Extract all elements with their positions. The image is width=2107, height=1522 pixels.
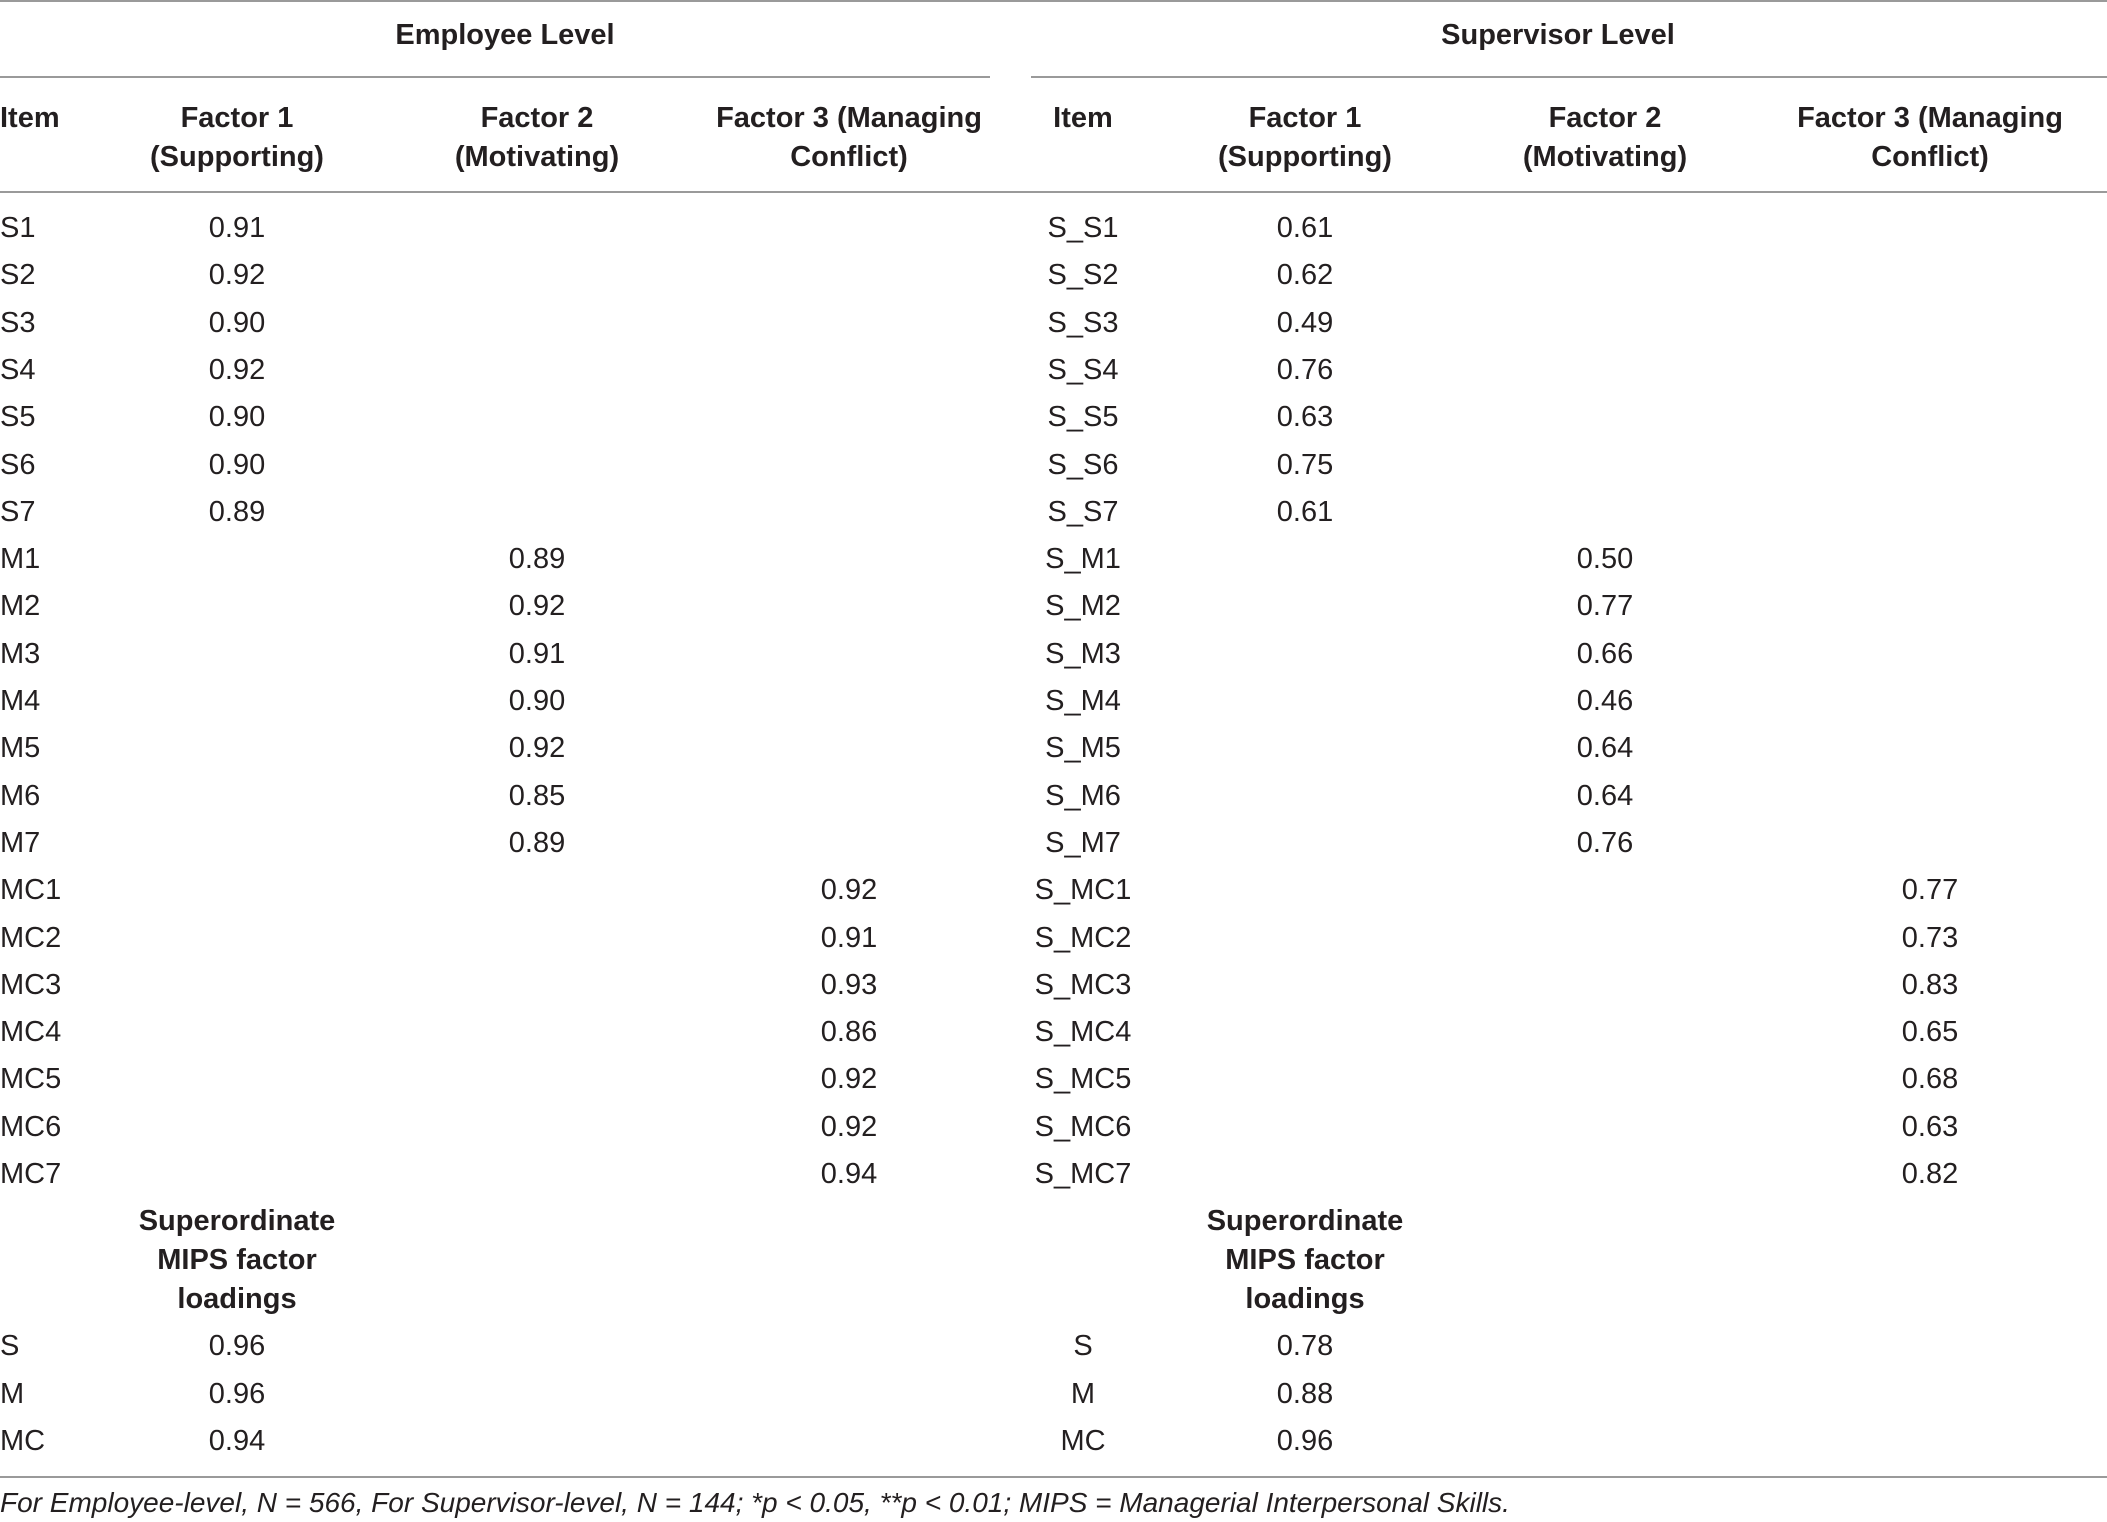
employee-row-f2-loading: 0.85 [508, 779, 566, 812]
supervisor-row-f3-loading: 0.83 [1901, 968, 1959, 1001]
supervisor-row-f3-loading: 0.63 [1901, 1110, 1959, 1143]
header-rule [0, 191, 2107, 193]
supervisor-row-f1-loading: 0.62 [1276, 259, 1334, 292]
supervisor-row-item: S_S2 [1047, 259, 1119, 292]
employee-row-f2-loading: 0.92 [508, 732, 566, 765]
employee-header-factor-2: (Motivating) [454, 141, 620, 173]
employee-superordinate-loading: 0.96 [208, 1377, 266, 1410]
supervisor-row-f2-loading: 0.77 [1576, 590, 1634, 623]
supervisor-header-factor-2: Factor 2 [1548, 102, 1662, 134]
bottom-rule [0, 1476, 2107, 1478]
supervisor-row-item: S_M5 [1045, 732, 1121, 765]
employee-row-f1-loading: 0.92 [208, 353, 266, 386]
employee-header-factor-2: Factor 2 [480, 102, 594, 134]
employee-row-f1-loading: 0.90 [208, 401, 266, 434]
employee-row-f1-loading: 0.89 [208, 495, 266, 528]
supervisor-row-f3-loading: 0.65 [1901, 1016, 1959, 1049]
supervisor-superordinate-item: S [1073, 1330, 1093, 1363]
supervisor-superordinate-heading: Superordinate [1206, 1205, 1404, 1238]
employee-row-f2-loading: 0.92 [508, 590, 566, 623]
employee-superordinate-heading: loadings [177, 1283, 297, 1316]
employee-row-f2-loading: 0.90 [508, 685, 566, 717]
employee-row-item: MC4 [0, 1016, 62, 1049]
employee-row-f3-loading: 0.92 [820, 1063, 878, 1096]
supervisor-row-item: S_M3 [1045, 637, 1121, 670]
employee-header-factor-1: (Supporting) [150, 141, 324, 173]
supervisor-row-f2-loading: 0.76 [1576, 826, 1634, 859]
supervisor-superordinate-item: M [1070, 1377, 1096, 1410]
employee-header-factor-3: Factor 3 (Managing [716, 102, 982, 134]
supervisor-row-f2-loading: 0.46 [1576, 685, 1634, 717]
employee-row-item: M3 [0, 637, 41, 670]
employee-row-f3-loading: 0.86 [820, 1016, 878, 1049]
supervisor-level-title: Supervisor Level [1441, 19, 1675, 51]
employee-row-item: M7 [0, 826, 41, 859]
employee-row-item: MC2 [0, 921, 62, 954]
supervisor-row-f3-loading: 0.68 [1901, 1063, 1959, 1096]
employee-row-f2-loading: 0.89 [508, 543, 566, 576]
employee-row-f3-loading: 0.91 [820, 921, 878, 954]
supervisor-row-item: S_M4 [1045, 685, 1121, 717]
supervisor-row-f2-loading: 0.50 [1576, 543, 1634, 576]
employee-row-f2-loading: 0.91 [508, 637, 566, 670]
supervisor-row-item: S_MC5 [1034, 1063, 1132, 1096]
supervisor-row-item: S_MC7 [1034, 1158, 1132, 1190]
supervisor-superordinate-heading: loadings [1245, 1283, 1365, 1316]
employee-row-item: MC1 [0, 874, 62, 907]
employee-row-f1-loading: 0.90 [208, 306, 266, 339]
supervisor-row-f3-loading: 0.77 [1901, 874, 1959, 907]
supervisor-header-factor-3: Factor 3 (Managing [1797, 102, 2063, 134]
employee-level-title: Employee Level [395, 19, 615, 51]
employee-title-rule [0, 76, 990, 78]
supervisor-row-item: S_S3 [1047, 306, 1119, 339]
employee-superordinate-item: MC [0, 1424, 46, 1457]
employee-row-item: MC6 [0, 1110, 62, 1143]
employee-row-item: S3 [0, 306, 36, 339]
supervisor-superordinate-loading: 0.78 [1276, 1330, 1334, 1363]
supervisor-row-f2-loading: 0.66 [1576, 637, 1634, 670]
supervisor-row-item: S_M7 [1045, 826, 1121, 859]
employee-row-f3-loading: 0.93 [820, 968, 878, 1001]
top-rule [0, 0, 2107, 2]
employee-row-item: M1 [0, 543, 41, 576]
supervisor-row-f1-loading: 0.63 [1276, 401, 1334, 434]
employee-row-item: S5 [0, 401, 36, 434]
employee-row-item: S1 [0, 212, 36, 244]
supervisor-row-item: S_MC3 [1034, 968, 1132, 1001]
supervisor-row-f1-loading: 0.76 [1276, 353, 1334, 386]
employee-row-item: M2 [0, 590, 41, 623]
supervisor-row-f2-loading: 0.64 [1576, 779, 1634, 812]
supervisor-row-f1-loading: 0.61 [1276, 495, 1334, 528]
employee-row-item: MC7 [0, 1158, 62, 1190]
supervisor-row-item: S_M1 [1045, 543, 1121, 576]
supervisor-row-item: S_S6 [1047, 448, 1119, 481]
supervisor-row-item: S_MC2 [1034, 921, 1132, 954]
employee-row-item: MC5 [0, 1063, 62, 1096]
supervisor-superordinate-heading: MIPS factor [1225, 1244, 1385, 1277]
supervisor-row-item: S_S7 [1047, 495, 1119, 528]
supervisor-header-factor-2: (Motivating) [1522, 141, 1688, 173]
supervisor-superordinate-loading: 0.88 [1276, 1377, 1334, 1410]
supervisor-row-f1-loading: 0.61 [1276, 212, 1334, 244]
supervisor-row-item: S_MC6 [1034, 1110, 1132, 1143]
employee-superordinate-heading: MIPS factor [157, 1244, 317, 1277]
supervisor-row-item: S_S1 [1047, 212, 1119, 244]
employee-row-item: S7 [0, 495, 36, 528]
supervisor-row-f3-loading: 0.73 [1901, 921, 1959, 954]
employee-row-item: S6 [0, 448, 36, 481]
employee-superordinate-loading: 0.94 [208, 1424, 266, 1457]
supervisor-row-item: S_M2 [1045, 590, 1121, 623]
employee-superordinate-item: M [0, 1377, 25, 1410]
supervisor-row-item: S_S4 [1047, 353, 1119, 386]
employee-superordinate-loading: 0.96 [208, 1330, 266, 1363]
employee-row-f1-loading: 0.90 [208, 448, 266, 481]
supervisor-header-item: Item [1053, 102, 1113, 134]
employee-row-item: M6 [0, 779, 41, 812]
supervisor-row-f2-loading: 0.64 [1576, 732, 1634, 765]
supervisor-row-item: S_MC1 [1034, 874, 1132, 907]
supervisor-header-factor-3: Conflict) [1871, 141, 1989, 173]
supervisor-superordinate-item: MC [1060, 1424, 1106, 1457]
employee-row-f3-loading: 0.92 [820, 874, 878, 907]
employee-row-item: S4 [0, 353, 36, 386]
employee-header-factor-1: Factor 1 [180, 102, 294, 134]
employee-row-f2-loading: 0.89 [508, 826, 566, 859]
supervisor-row-f1-loading: 0.75 [1276, 448, 1334, 481]
employee-superordinate-item: S [0, 1330, 20, 1363]
supervisor-row-item: S_M6 [1045, 779, 1121, 812]
supervisor-header-factor-1: (Supporting) [1218, 141, 1392, 173]
employee-row-f3-loading: 0.92 [820, 1110, 878, 1143]
table-footnote: For Employee-level, N = 566, For Supervisor-level, N = 144; *p < 0.05, **p < 0.01; MIPS = Managerial Interpersonal Skills. [0, 1487, 1510, 1518]
supervisor-header-factor-1: Factor 1 [1248, 102, 1362, 134]
employee-header-factor-3: Conflict) [790, 141, 908, 173]
employee-row-item: S2 [0, 259, 36, 292]
supervisor-row-f1-loading: 0.49 [1276, 306, 1334, 339]
employee-row-item: M4 [0, 685, 41, 717]
supervisor-superordinate-loading: 0.96 [1276, 1424, 1334, 1457]
employee-row-f3-loading: 0.94 [820, 1158, 878, 1190]
employee-row-f1-loading: 0.92 [208, 259, 266, 292]
supervisor-row-item: S_S5 [1047, 401, 1119, 434]
employee-row-item: MC3 [0, 968, 62, 1001]
supervisor-title-rule [1031, 76, 2107, 78]
employee-row-f1-loading: 0.91 [208, 212, 266, 244]
employee-row-item: M5 [0, 732, 41, 765]
employee-superordinate-heading: Superordinate [138, 1205, 336, 1238]
supervisor-row-f3-loading: 0.82 [1901, 1158, 1959, 1190]
supervisor-row-item: S_MC4 [1034, 1016, 1132, 1049]
employee-header-item: Item [0, 102, 60, 134]
